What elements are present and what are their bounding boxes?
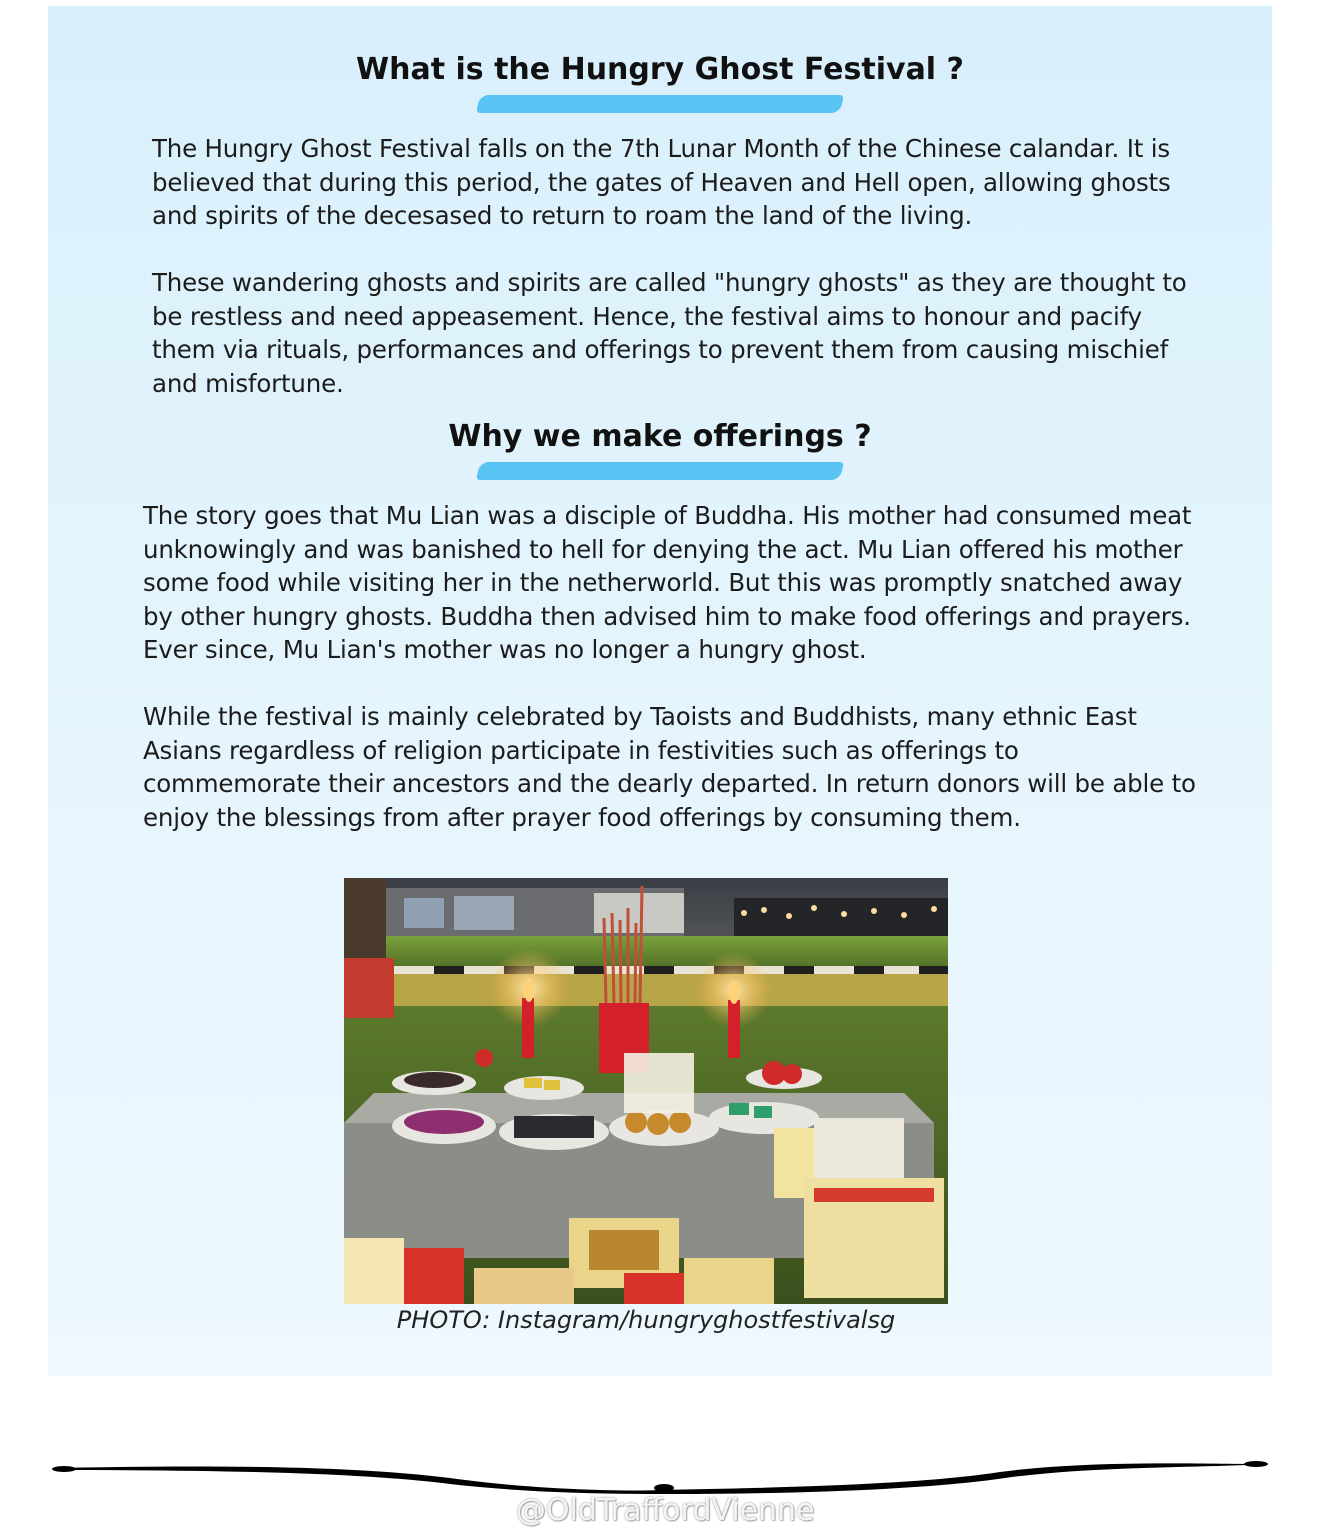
photo-caption: PHOTO: Instagram/hungryghostfestivalsg: [396, 1306, 896, 1334]
watermark-text: @OldTraffordVienne: [516, 1492, 815, 1528]
section2-heading-underline: [476, 462, 844, 480]
section1-heading: What is the Hungry Ghost Festival ?: [356, 52, 964, 87]
weibo-icon: [466, 1489, 508, 1531]
section1-heading-underline: [476, 95, 844, 113]
section2-heading: Why we make offerings ?: [448, 419, 872, 454]
watermark: [466, 1490, 815, 1530]
section1-paragraph-1: The Hungry Ghost Festival falls on the 7th Lunar Month of the Chinese calandar. It is believed that during this period, the gates of Heaven and Hell open, allowing ghosts and spirits of the decesased to return to roam the land of the living.: [152, 134, 1171, 231]
section2-paragraph-2: While the festival is mainly celebrated by Taoists and Buddhists, many ethnic East Asians regardless of religion participate in festivities such as offerings to commemorate their ancestors and the dearly departed. In return donors will be able to enjoy the blessings from after prayer food offerings by consuming them.: [143, 702, 1196, 832]
section1-paragraph-2: These wandering ghosts and spirits are called "hungry ghosts" as they are thought to be restless and need appeasement. Hence, the festival aims to honour and pacify them via rituals, performances and offerings to prevent them from causing mischief and misfortune.: [152, 268, 1187, 398]
section2-paragraph-1: The story goes that Mu Lian was a disciple of Buddha. His mother had consumed meat unknowingly and was banished to hell for denying the act. Mu Lian offered his mother some food while visiting her in the netherworld. But this was promptly snatched away by other hungry ghosts. Buddha then advised him to make food offerings and prayers. Ever since, Mu Lian's mother was no longer a hungry ghost.: [143, 501, 1192, 665]
wave-divider: [50, 1448, 1270, 1494]
offerings-photo: [344, 878, 948, 1304]
